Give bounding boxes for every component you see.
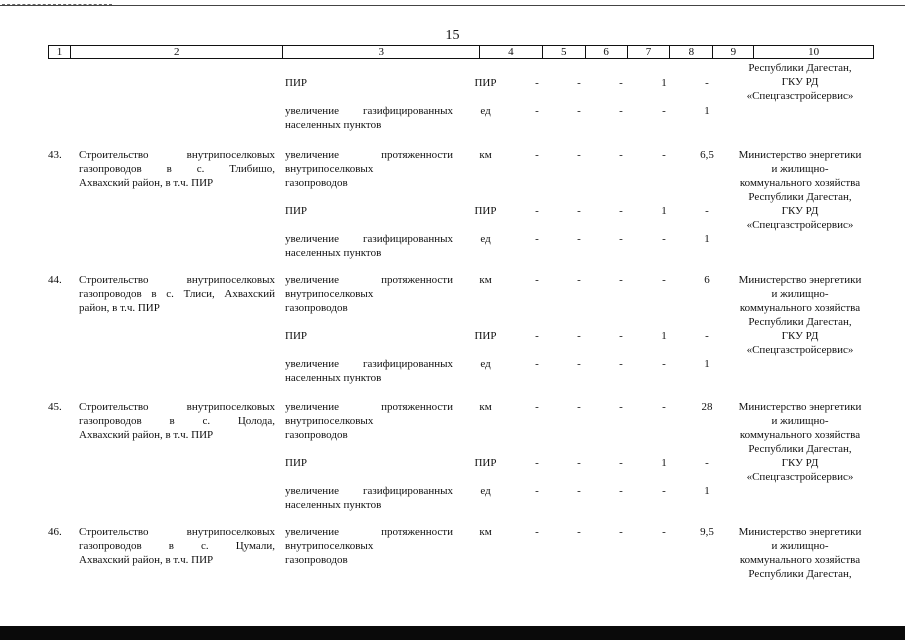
item-row-v9: 6 bbox=[704, 274, 710, 286]
continued-org-line: «Спецгазстройсервис» bbox=[746, 90, 854, 102]
item-row-unit: км bbox=[479, 526, 492, 538]
item-row-v5: - bbox=[535, 205, 539, 217]
item-row-v9: 28 bbox=[701, 401, 713, 413]
item-row-indicator-line: ПИР bbox=[285, 330, 308, 342]
item-org-line: Республики Дагестан, bbox=[748, 443, 852, 455]
item-name-line: газопроводов в с. Цумали, bbox=[79, 540, 275, 552]
item-name-line: Строительство внутрипоселковых bbox=[79, 526, 275, 538]
item-row-indicator-line: увеличение газифицированных bbox=[285, 233, 453, 245]
item-row-v7: - bbox=[619, 457, 623, 469]
item-row-v8: 1 bbox=[661, 205, 667, 217]
continued-row-v6: - bbox=[577, 77, 581, 89]
item-row-v8: - bbox=[662, 274, 666, 286]
item-org-line: ГКУ РД bbox=[781, 330, 819, 342]
item-row-indicator-line: ПИР bbox=[285, 205, 308, 217]
continued-row-unit: ПИР bbox=[474, 77, 497, 89]
item-org-line: коммунального хозяйства bbox=[739, 302, 861, 314]
item-row-v5: - bbox=[535, 485, 539, 497]
item-org-line: Министерство энергетики bbox=[738, 401, 862, 413]
item-name-line: Ахвахский район, в т.ч. ПИР bbox=[79, 554, 214, 566]
page-number: 15 bbox=[445, 28, 460, 43]
item-row-indicator-line: увеличение газифицированных bbox=[285, 358, 453, 370]
continued-row-indicator-line: ПИР bbox=[285, 77, 308, 89]
item-row-v9: 6,5 bbox=[700, 149, 714, 161]
item-row-v7: - bbox=[619, 401, 623, 413]
item-org-line: коммунального хозяйства bbox=[739, 429, 861, 441]
col-header-3: 3 bbox=[283, 46, 480, 58]
item-row-unit: ед bbox=[480, 233, 491, 245]
item-row-v6: - bbox=[577, 330, 581, 342]
col-header-8: 8 bbox=[670, 46, 713, 58]
item-row-v6: - bbox=[577, 233, 581, 245]
item-row-unit: ед bbox=[480, 485, 491, 497]
item-row-unit: ед bbox=[480, 358, 491, 370]
item-row-v8: - bbox=[662, 526, 666, 538]
continued-org-line: ГКУ РД bbox=[781, 76, 819, 88]
continued-row-v8: 1 bbox=[661, 77, 667, 89]
item-row-v6: - bbox=[577, 274, 581, 286]
item-row-v6: - bbox=[577, 205, 581, 217]
item-row-v9: 1 bbox=[704, 358, 710, 370]
item-org-line: «Спецгазстройсервис» bbox=[746, 219, 854, 231]
continued-org-line: Республики Дагестан, bbox=[748, 62, 852, 74]
item-row-v8: - bbox=[662, 485, 666, 497]
item-org-line: коммунального хозяйства bbox=[739, 554, 861, 566]
col-header-4: 4 bbox=[480, 46, 543, 58]
item-row-v7: - bbox=[619, 205, 623, 217]
item-row-indicator-line: населенных пунктов bbox=[285, 372, 382, 384]
col-header-9: 9 bbox=[713, 46, 754, 58]
item-row-v7: - bbox=[619, 358, 623, 370]
continued-row-v7: - bbox=[619, 77, 623, 89]
item-row-v5: - bbox=[535, 149, 539, 161]
item-org-line: Республики Дагестан, bbox=[748, 568, 852, 580]
scan-bottom-edge bbox=[0, 626, 905, 640]
item-row-v9: - bbox=[705, 205, 709, 217]
item-org-line: Республики Дагестан, bbox=[748, 191, 852, 203]
continued-row-unit: ед bbox=[480, 105, 491, 117]
continued-row-indicator-line: населенных пунктов bbox=[285, 119, 382, 131]
item-row-v5: - bbox=[535, 330, 539, 342]
item-name-line: газопроводов в с. Тлиси, Ахвахский bbox=[79, 288, 275, 300]
continued-row-v9: - bbox=[705, 77, 709, 89]
item-row-v7: - bbox=[619, 485, 623, 497]
item-row-v7: - bbox=[619, 233, 623, 245]
item-row-indicator-line: газопроводов bbox=[285, 429, 348, 441]
item-row-v6: - bbox=[577, 457, 581, 469]
item-row-v6: - bbox=[577, 358, 581, 370]
item-row-v7: - bbox=[619, 149, 623, 161]
item-row-v9: 1 bbox=[704, 485, 710, 497]
item-row-v8: - bbox=[662, 358, 666, 370]
col-header-6: 6 bbox=[586, 46, 628, 58]
item-row-v5: - bbox=[535, 274, 539, 286]
item-row-indicator-line: газопроводов bbox=[285, 177, 348, 189]
item-org-line: и жилищно- bbox=[771, 288, 829, 300]
continued-row-v9: 1 bbox=[704, 105, 710, 117]
item-org-line: Министерство энергетики bbox=[738, 526, 862, 538]
item-row-unit: км bbox=[479, 401, 492, 413]
table-header-row bbox=[48, 45, 874, 59]
item-row-unit: км bbox=[479, 149, 492, 161]
item-row-indicator-line: газопроводов bbox=[285, 554, 348, 566]
col-header-5: 5 bbox=[543, 46, 586, 58]
item-org-line: ГКУ РД bbox=[781, 457, 819, 469]
item-row-v8: - bbox=[662, 149, 666, 161]
item-row-indicator-line: увеличение протяженности bbox=[285, 401, 453, 413]
item-row-indicator-line: населенных пунктов bbox=[285, 247, 382, 259]
item-number: 44. bbox=[48, 274, 62, 286]
item-row-indicator-line: газопроводов bbox=[285, 302, 348, 314]
item-org-line: и жилищно- bbox=[771, 415, 829, 427]
continued-row-v5: - bbox=[535, 77, 539, 89]
item-row-indicator-line: ПИР bbox=[285, 457, 308, 469]
item-row-indicator-line: внутрипоселковых bbox=[285, 540, 374, 552]
scan-corner-mark bbox=[2, 4, 112, 9]
item-org-line: Министерство энергетики bbox=[738, 274, 862, 286]
col-header-2: 2 bbox=[71, 46, 283, 58]
item-number: 46. bbox=[48, 526, 62, 538]
item-row-v6: - bbox=[577, 149, 581, 161]
item-org-line: Министерство энергетики bbox=[738, 149, 862, 161]
item-row-v9: - bbox=[705, 457, 709, 469]
item-row-indicator-line: населенных пунктов bbox=[285, 499, 382, 511]
item-row-v6: - bbox=[577, 485, 581, 497]
item-row-v5: - bbox=[535, 358, 539, 370]
item-name-line: Строительство внутрипоселковых bbox=[79, 149, 275, 161]
item-name-line: Строительство внутрипоселковых bbox=[79, 274, 275, 286]
item-org-line: ГКУ РД bbox=[781, 205, 819, 217]
item-number: 45. bbox=[48, 401, 62, 413]
item-row-indicator-line: увеличение газифицированных bbox=[285, 485, 453, 497]
item-name-line: Ахвахский район, в т.ч. ПИР bbox=[79, 177, 214, 189]
item-row-unit: км bbox=[479, 274, 492, 286]
item-row-v5: - bbox=[535, 401, 539, 413]
col-header-7: 7 bbox=[628, 46, 671, 58]
item-row-v8: 1 bbox=[661, 457, 667, 469]
continued-row-v7: - bbox=[619, 105, 623, 117]
item-name-line: Ахвахский район, в т.ч. ПИР bbox=[79, 429, 214, 441]
item-row-v8: 1 bbox=[661, 330, 667, 342]
scan-top-edge bbox=[0, 0, 905, 6]
item-row-v7: - bbox=[619, 330, 623, 342]
item-org-line: Республики Дагестан, bbox=[748, 316, 852, 328]
item-name-line: газопроводов в с. Тлибишо, bbox=[79, 163, 275, 175]
continued-row-v6: - bbox=[577, 105, 581, 117]
col-header-1: 1 bbox=[49, 46, 71, 58]
item-row-indicator-line: внутрипоселковых bbox=[285, 415, 374, 427]
item-row-v5: - bbox=[535, 457, 539, 469]
item-row-v9: 9,5 bbox=[700, 526, 714, 538]
item-row-v7: - bbox=[619, 274, 623, 286]
item-org-line: «Спецгазстройсервис» bbox=[746, 471, 854, 483]
item-row-indicator-line: внутрипоселковых bbox=[285, 288, 374, 300]
item-row-v8: - bbox=[662, 233, 666, 245]
item-row-indicator-line: увеличение протяженности bbox=[285, 274, 453, 286]
item-number: 43. bbox=[48, 149, 62, 161]
item-row-v9: 1 bbox=[704, 233, 710, 245]
col-header-10: 10 bbox=[808, 46, 820, 58]
continued-row-v8: - bbox=[662, 105, 666, 117]
item-row-v5: - bbox=[535, 526, 539, 538]
item-row-unit: ПИР bbox=[474, 330, 497, 342]
item-org-line: и жилищно- bbox=[771, 540, 829, 552]
item-org-line: коммунального хозяйства bbox=[739, 177, 861, 189]
item-row-v5: - bbox=[535, 233, 539, 245]
item-row-indicator-line: увеличение протяженности bbox=[285, 526, 453, 538]
item-row-indicator-line: внутрипоселковых bbox=[285, 163, 374, 175]
item-row-v8: - bbox=[662, 401, 666, 413]
item-row-v6: - bbox=[577, 526, 581, 538]
item-row-v9: - bbox=[705, 330, 709, 342]
item-org-line: «Спецгазстройсервис» bbox=[746, 344, 854, 356]
item-name-line: газопроводов в с. Цолода, bbox=[79, 415, 275, 427]
item-row-unit: ПИР bbox=[474, 457, 497, 469]
item-row-v7: - bbox=[619, 526, 623, 538]
continued-row-v5: - bbox=[535, 105, 539, 117]
item-name-line: район, в т.ч. ПИР bbox=[79, 302, 160, 314]
item-row-unit: ПИР bbox=[474, 205, 497, 217]
continued-row-indicator-line: увеличение газифицированных bbox=[285, 105, 453, 117]
item-row-indicator-line: увеличение протяженности bbox=[285, 149, 453, 161]
item-name-line: Строительство внутрипоселковых bbox=[79, 401, 275, 413]
item-row-v6: - bbox=[577, 401, 581, 413]
item-org-line: и жилищно- bbox=[771, 163, 829, 175]
